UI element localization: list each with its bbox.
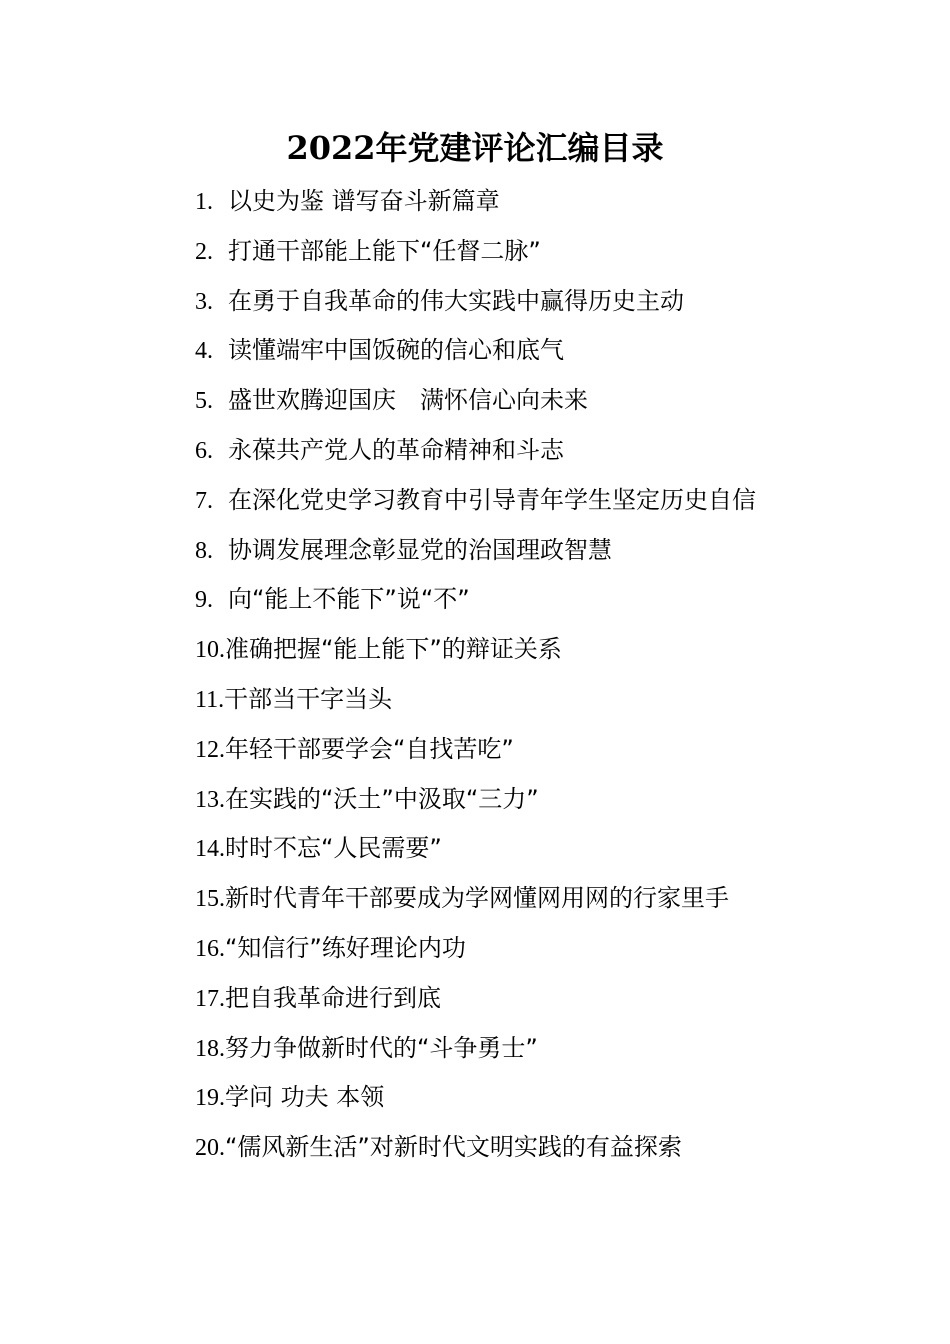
item-title: 协调发展理念彰显党的治国理政智慧 xyxy=(228,535,612,564)
item-number: 1. xyxy=(195,189,213,215)
item-title: 以史为鉴 谱写奋斗新篇章 xyxy=(228,187,500,215)
item-title: 永葆共产党人的革命精神和斗志 xyxy=(228,435,564,464)
item-number: 9. xyxy=(195,587,213,614)
item-number: 11. xyxy=(195,686,225,713)
page-title: 2022年党建评论汇编目录 xyxy=(286,129,664,167)
item-number: 12. xyxy=(195,736,225,763)
list-item xyxy=(195,824,895,874)
item-title: 在深化党史学习教育中引导青年学生坚定历史自信 xyxy=(228,485,756,514)
item-number: 13. xyxy=(195,786,225,813)
item-title: 年轻干部要学会“自找苦吃” xyxy=(225,734,514,763)
item-number: 6. xyxy=(195,437,213,464)
item-title: 新时代青年干部要成为学网懂网用网的行家里手 xyxy=(225,884,729,913)
item-title: 在实践的“沃土”中汲取“三力” xyxy=(225,784,539,813)
list-item xyxy=(195,575,895,625)
list-item xyxy=(195,625,895,675)
item-number: 17. xyxy=(195,985,225,1012)
item-number: 19. xyxy=(195,1085,225,1112)
list-item xyxy=(195,974,895,1024)
item-title: 时时不忘“人民需要” xyxy=(225,834,442,863)
item-number: 2. xyxy=(195,238,213,265)
item-number: 10. xyxy=(195,637,225,664)
item-title: 盛世欢腾迎国庆 满怀信心向未来 xyxy=(228,386,588,415)
item-number: 3. xyxy=(195,288,213,315)
item-number: 4. xyxy=(195,338,213,365)
list-item xyxy=(195,526,895,576)
table-of-contents xyxy=(195,177,895,1173)
item-title: 打通干部能上能下“任督二脉” xyxy=(228,236,541,265)
item-title: “儒风新生活”对新时代文明实践的有益探索 xyxy=(225,1133,682,1162)
list-item xyxy=(195,376,895,426)
list-item xyxy=(195,1123,895,1173)
item-number: 16. xyxy=(195,935,225,962)
item-title: 在勇于自我革命的伟大实践中赢得历史主动 xyxy=(228,286,684,315)
item-number: 5. xyxy=(195,388,213,415)
item-title: 学问 功夫 本领 xyxy=(225,1083,385,1112)
list-item xyxy=(195,874,895,924)
list-item xyxy=(195,426,895,476)
list-item xyxy=(195,1024,895,1074)
list-item xyxy=(195,924,895,974)
item-title: “知信行”练好理论内功 xyxy=(225,933,466,962)
list-item xyxy=(195,675,895,725)
list-item xyxy=(195,326,895,376)
item-title: 准确把握“能上能下”的辩证关系 xyxy=(225,635,562,664)
item-number: 7. xyxy=(195,487,213,514)
item-number: 20. xyxy=(195,1135,225,1162)
list-item xyxy=(195,476,895,526)
item-number: 8. xyxy=(195,537,213,564)
list-item xyxy=(195,1073,895,1123)
item-title: 读懂端牢中国饭碗的信心和底气 xyxy=(228,336,564,365)
list-item xyxy=(195,177,895,227)
item-number: 14. xyxy=(195,836,225,863)
item-number: 18. xyxy=(195,1035,225,1062)
item-title: 向“能上不能下”说“不” xyxy=(228,585,470,614)
item-title: 努力争做新时代的“斗争勇士” xyxy=(225,1033,538,1062)
item-number: 15. xyxy=(195,886,225,913)
item-title: 干部当干字当头 xyxy=(224,684,393,713)
list-item xyxy=(195,725,895,775)
list-item xyxy=(195,775,895,825)
item-title: 把自我革命进行到底 xyxy=(225,983,441,1012)
list-item xyxy=(195,227,895,277)
list-item xyxy=(195,277,895,327)
